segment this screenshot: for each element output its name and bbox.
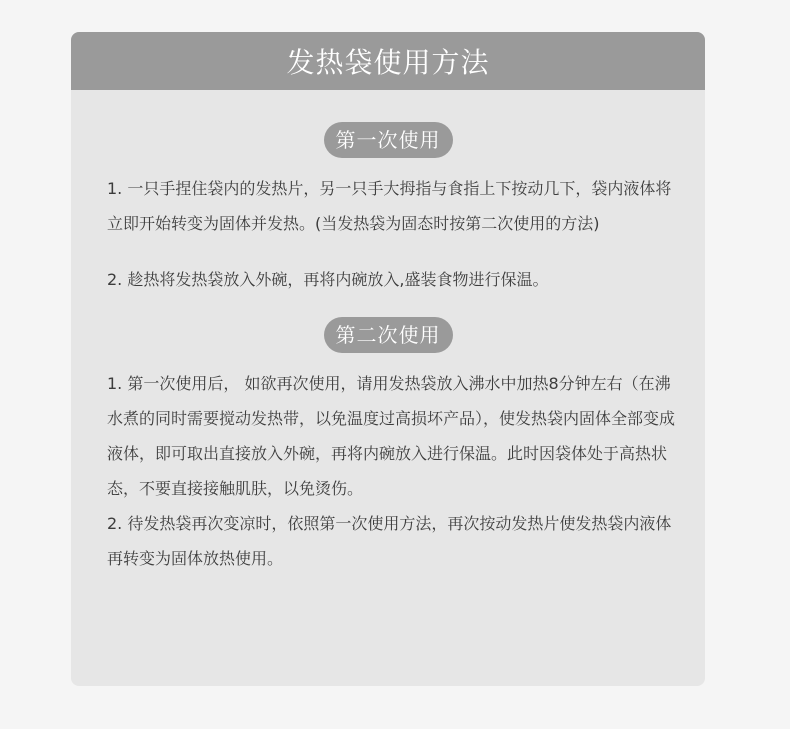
section-first-use bbox=[71, 122, 705, 158]
section-second-use bbox=[71, 317, 705, 353]
instructions-card bbox=[71, 32, 705, 686]
first-use-step-1: 1. 一只手捏住袋内的发热片，另一只手大拇指与食指上下按动几下，袋内液体将立即开始转变为固体并发热。(当发热袋为固态时按第二次使用的方法) bbox=[107, 179, 672, 233]
section-heading-second-use: 第二次使用 bbox=[324, 317, 453, 353]
second-use-step-2: 2. 待发热袋再次变凉时，依照第一次使用方法，再次按动发热片使发热袋内液体再转变为固体放热使用。 bbox=[107, 514, 672, 568]
second-use-step-1: 1. 第一次使用后， 如欲再次使用，请用发热袋放入沸水中加热8分钟左右（在沸水煮的同时需要搅动发热带，以免温度过高损坏产品），使发热袋内固体全部变成液体，即可取出直接放入外碗，再将内碗放入进行保温。此时因袋体处于高热状态，不要直接接触肌肤，以免烫伤。 bbox=[107, 374, 676, 498]
first-use-step-2: 2. 趁热将发热袋放入外碗，再将内碗放入,盛装食物进行保温。 bbox=[107, 270, 549, 289]
section-heading-first-use: 第一次使用 bbox=[324, 122, 453, 158]
card-title: 发热袋使用方法 bbox=[71, 32, 705, 90]
